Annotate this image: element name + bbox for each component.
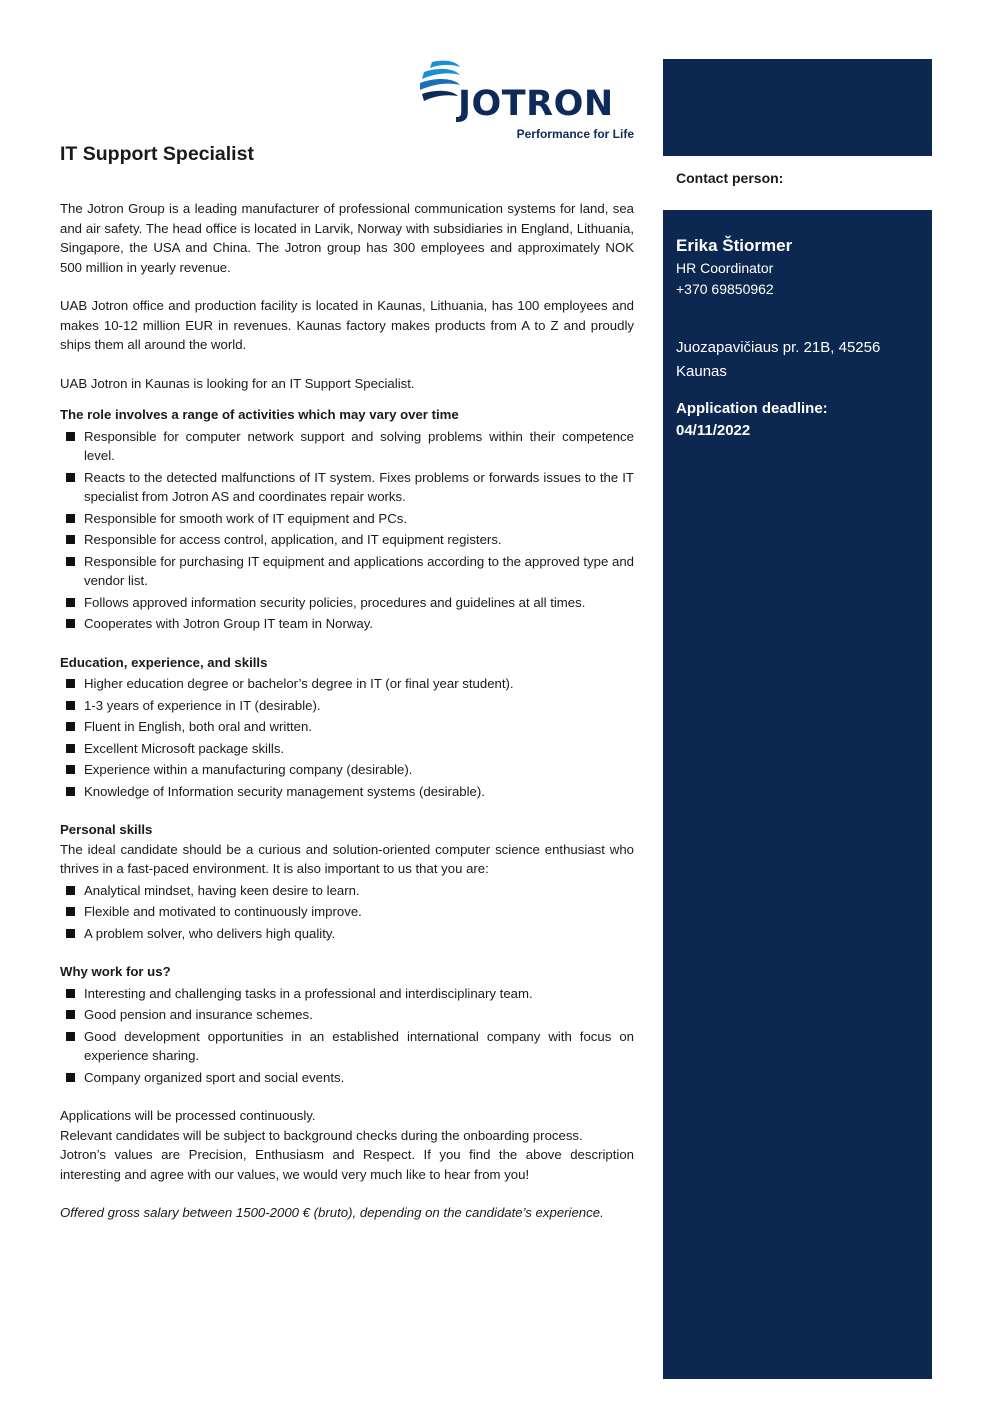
logo-tagline: Performance for Life [516,127,634,141]
deadline-label: Application deadline: [676,400,828,417]
contact-name: Erika Štiormer [676,236,793,255]
jotron-swoosh-icon [418,58,462,110]
personal-list [60,881,634,944]
contact-address: Juozapavičiaus pr. 21B, 45256 Kaunas [676,339,881,380]
jotron-logo [418,58,636,144]
list-item: Flexible and motivated to continuously improve. [60,902,634,922]
why-list [60,984,634,1088]
intro-paragraph: The Jotron Group is a leading manufacturer of professional communication systems for land, sea and air safety. The head office is located in Larvik, Norway with subsidiaries in England, Lithuania, Singapore, the USA and China. The Jotron group has 300 employees and approximately NOK 500 million in yearly revenue. [60,201,634,275]
list-item: Fluent in English, both oral and written. [60,717,634,737]
contact-role: HR Coordinator [676,260,774,276]
page-title: IT Support Specialist [60,143,254,165]
list-item: Good development opportunities in an established international company with focus on experience sharing. [60,1027,634,1066]
list-item: Interesting and challenging tasks in a professional and interdisciplinary team. [60,984,634,1004]
list-item: Responsible for smooth work of IT equipment and PCs. [60,509,634,529]
closing-line: Relevant candidates will be subject to background checks during the onboarding process. [60,1127,583,1143]
list-item: Responsible for purchasing IT equipment and applications according to the approved type and vendor list. [60,552,634,591]
list-item: 1-3 years of experience in IT (desirable). [60,696,634,716]
role-heading: The role involves a range of activities which may vary over time [60,407,459,422]
closing-text [60,1106,634,1184]
deadline-date: 04/11/2022 [676,422,751,439]
list-item: Cooperates with Jotron Group IT team in Norway. [60,614,634,634]
list-item: Responsible for computer network support and solving problems within their competence level. [60,427,634,466]
contact-phone: +370 69850962 [676,281,774,297]
list-item: Experience within a manufacturing company (desirable). [60,760,634,780]
list-item: Analytical mindset, having keen desire to learn. [60,881,634,901]
list-item: Company organized sport and social events. [60,1068,634,1088]
list-item: A problem solver, who delivers high quality. [60,924,634,944]
list-item: Excellent Microsoft package skills. [60,739,634,759]
closing-line: Applications will be processed continuously. [60,1108,316,1123]
sidebar-panel [663,210,932,1379]
role-list [60,427,634,634]
education-list [60,674,634,801]
why-heading: Why work for us? [60,964,171,979]
list-item: Good pension and insurance schemes. [60,1005,634,1025]
contact-label: Contact person: [676,170,784,186]
closing-line: Jotron’s values are Precision, Enthusiasm and Respect. If you find the above description interesting and agree with our values, we would very much like to hear from you! [60,1147,634,1182]
list-item: Higher education degree or bachelor’s degree in IT (or final year student). [60,674,634,694]
education-heading: Education, experience, and skills [60,654,268,670]
salary-note: Offered gross salary between 1500-2000 € (bruto), depending on the candidate’s experience. [60,1205,604,1220]
job-description [60,142,634,1236]
intro-paragraph: UAB Jotron office and production facility is located in Kaunas, Lithuania, has 100 employees and makes 10-12 million EUR in revenues. Kaunas factory makes products from A to Z and proudly ships them all around the world. [60,298,634,352]
logo-wordmark: JOTRON [458,84,614,124]
intro-paragraph: UAB Jotron in Kaunas is looking for an IT Support Specialist. [60,375,415,391]
sidebar-header-block [663,59,932,156]
list-item: Knowledge of Information security management systems (desirable). [60,782,634,802]
list-item: Reacts to the detected malfunctions of IT system. Fixes problems or forwards issues to the IT specialist from Jotron AS and coordinates repair works. [60,468,634,507]
list-item: Follows approved information security policies, procedures and guidelines at all times. [60,593,634,613]
list-item: Responsible for access control, application, and IT equipment registers. [60,530,634,550]
personal-text: The ideal candidate should be a curious and solution-oriented computer science enthusiast who thrives in a fast-paced environment. It is also important to us that you are: [60,841,634,876]
personal-heading: Personal skills [60,822,153,837]
